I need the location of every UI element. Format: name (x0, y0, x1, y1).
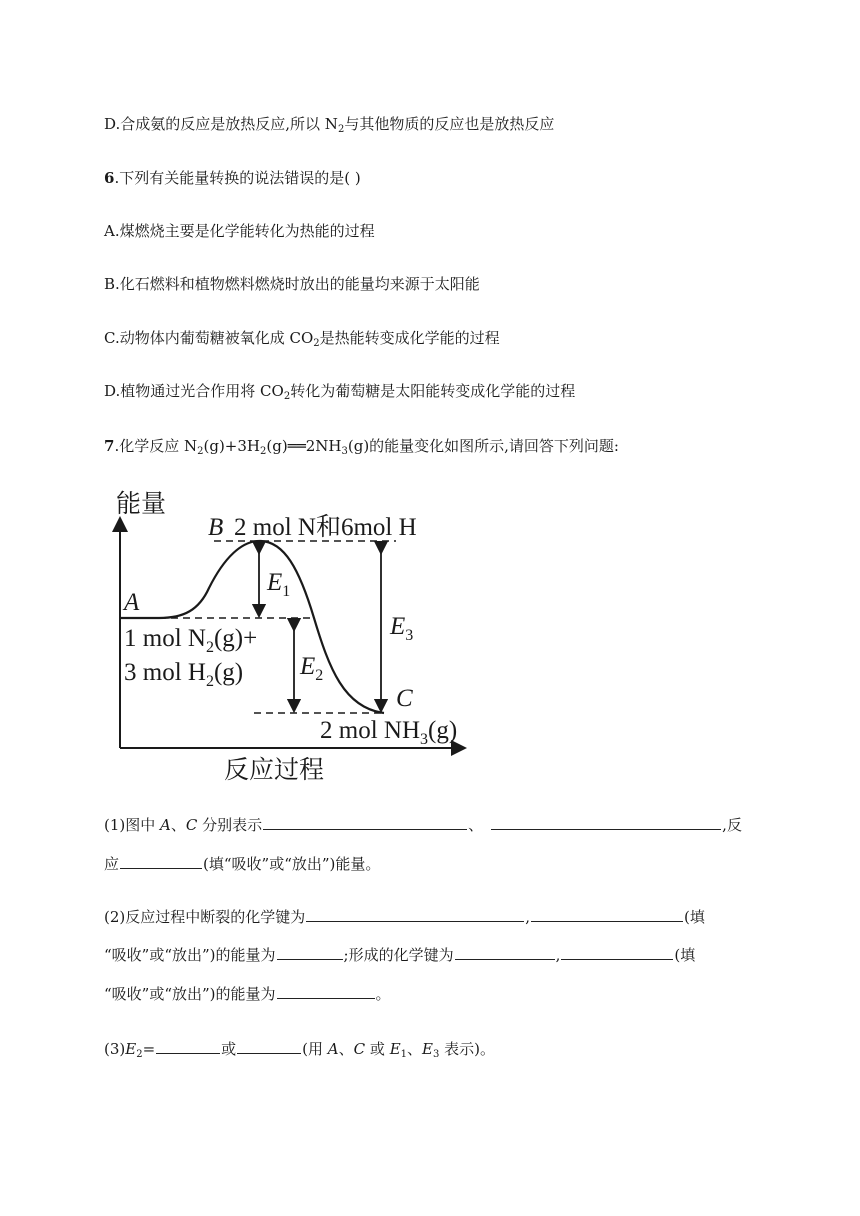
question-text: (填 (674, 946, 696, 964)
subscript: 2 (197, 446, 204, 457)
subscript: 3 (405, 627, 414, 644)
question-text: 或 (365, 1040, 390, 1058)
sub-question-1-line-2 (104, 854, 380, 874)
question-text: ;形成的化学键为 (343, 946, 454, 964)
point-c-label: C (396, 685, 413, 712)
question-stem: .下列有关能量转换的说法错误的是( ) (114, 169, 361, 187)
var-a: A (160, 816, 171, 834)
energy-diagram (104, 478, 484, 788)
question-7-stem (104, 436, 619, 456)
option-text: 与其他物质的反应也是放热反应 (344, 115, 555, 133)
option-text: C.动物体内葡萄糖被氧化成 CO (104, 329, 314, 347)
answer-blank[interactable] (237, 1039, 301, 1054)
sub-question-1-line-1 (104, 815, 742, 835)
question-text: , (525, 908, 531, 926)
stem-text: (g)的能量变化如图所示,请回答下列问题: (347, 437, 619, 455)
subscript: 3 (420, 731, 428, 748)
answer-blank[interactable] (491, 815, 721, 830)
q6-option-c (104, 328, 500, 348)
reactants-text: (g) (213, 659, 244, 686)
question-text: ,反 (722, 816, 742, 834)
e2-label (299, 653, 323, 684)
answer-blank[interactable] (455, 945, 555, 960)
answer-blank[interactable] (156, 1039, 220, 1054)
subscript: 2 (205, 639, 214, 656)
e1-label (266, 569, 290, 600)
var-a: A (327, 1040, 339, 1058)
sub-question-2-line-1 (104, 907, 705, 927)
subscript: 2 (337, 124, 345, 135)
subscript: 3 (341, 446, 348, 457)
question-number: 7 (104, 437, 115, 455)
question-text: 或 (221, 1040, 237, 1058)
e-symbol: E (300, 653, 316, 680)
question-text: 应 (104, 855, 120, 873)
q5-option-d (104, 114, 554, 134)
question-text: 、 (170, 816, 186, 834)
question-text: 。 (375, 985, 391, 1003)
question-text: , (555, 946, 561, 964)
subscript: 3 (432, 1049, 440, 1060)
q6-option-b: B.化石燃料和植物燃料燃烧时放出的能量均来源于太阳能 (104, 275, 480, 293)
question-text: 、 (338, 1040, 354, 1058)
q6-option-a: A.煤燃烧主要是化学能转化为热能的过程 (104, 222, 375, 240)
e3-label (389, 613, 413, 644)
question-text: (1)图中 (104, 816, 161, 834)
product-label (320, 717, 457, 748)
question-text: (用 (302, 1040, 328, 1058)
answer-blank[interactable] (263, 815, 467, 830)
y-axis-label: 能量 (116, 491, 167, 518)
e-symbol: E (390, 613, 406, 640)
reactants-line-2 (124, 659, 243, 690)
question-text: 表示)。 (439, 1040, 495, 1058)
question-text: (2)反应过程中断裂的化学键为 (104, 908, 306, 926)
subscript: 1 (282, 583, 291, 600)
subscript: 2 (283, 391, 291, 402)
reactants-text: (g)+ (213, 625, 258, 652)
q6-option-d (104, 381, 575, 401)
subscript: 1 (400, 1049, 408, 1060)
option-text: 转化为葡萄糖是太阳能转变成化学能的过程 (290, 382, 576, 400)
b-state-label: 2 mol N和6mol H (234, 514, 417, 541)
option-text: 是热能转变成化学能的过程 (319, 329, 500, 347)
reactants-line-1 (124, 625, 257, 656)
answer-blank[interactable] (306, 907, 524, 922)
question-text: (3) (104, 1040, 126, 1058)
stem-text: (g)+3H (203, 437, 260, 455)
answer-blank[interactable] (120, 854, 202, 869)
point-a-label: A (124, 589, 140, 616)
answer-blank[interactable] (277, 945, 343, 960)
question-text: 、 (407, 1040, 423, 1058)
var-e: E (389, 1040, 401, 1058)
question-number: 6 (104, 169, 115, 187)
e-symbol: E (267, 569, 283, 596)
question-text: (填“吸收”或“放出”)能量。 (203, 855, 381, 873)
reactants-text: 3 mol H (124, 659, 206, 686)
question-text: (填 (684, 908, 705, 926)
subscript: 2 (313, 338, 320, 349)
stem-text: (g)══2NH (266, 437, 342, 455)
option-text: D.植物通过光合作用将 CO (104, 382, 284, 400)
question-text: “吸收”或“放出”)的能量为 (104, 946, 276, 964)
point-b-label: B (208, 514, 224, 541)
stem-text: .化学反应 N (114, 437, 198, 455)
question-text: 分别表示 (197, 816, 263, 834)
sub-question-2-line-3 (104, 984, 391, 1004)
var-e: E (422, 1040, 433, 1058)
product-text: (g) (428, 717, 458, 744)
subscript: 2 (205, 673, 214, 690)
sub-question-3 (104, 1039, 495, 1059)
question-text: = (142, 1040, 156, 1058)
answer-blank[interactable] (531, 907, 683, 922)
question-text: “吸收”或“放出”)的能量为 (104, 985, 276, 1003)
x-axis-label: 反应过程 (224, 757, 325, 784)
subscript: 2 (136, 1049, 143, 1060)
reactants-text: 1 mol N (124, 625, 206, 652)
var-c: C (185, 816, 198, 834)
product-text: 2 mol NH (320, 717, 420, 744)
subscript: 2 (259, 446, 267, 457)
var-c: C (353, 1040, 366, 1058)
option-text: D.合成氨的反应是放热反应,所以 N (104, 115, 338, 133)
question-6-stem (104, 168, 361, 188)
sub-question-2-line-2 (104, 945, 695, 965)
subscript: 2 (315, 667, 324, 684)
question-text: 、 (468, 816, 484, 834)
var-e: E (125, 1040, 137, 1058)
answer-blank[interactable] (277, 984, 375, 999)
answer-blank[interactable] (561, 945, 673, 960)
